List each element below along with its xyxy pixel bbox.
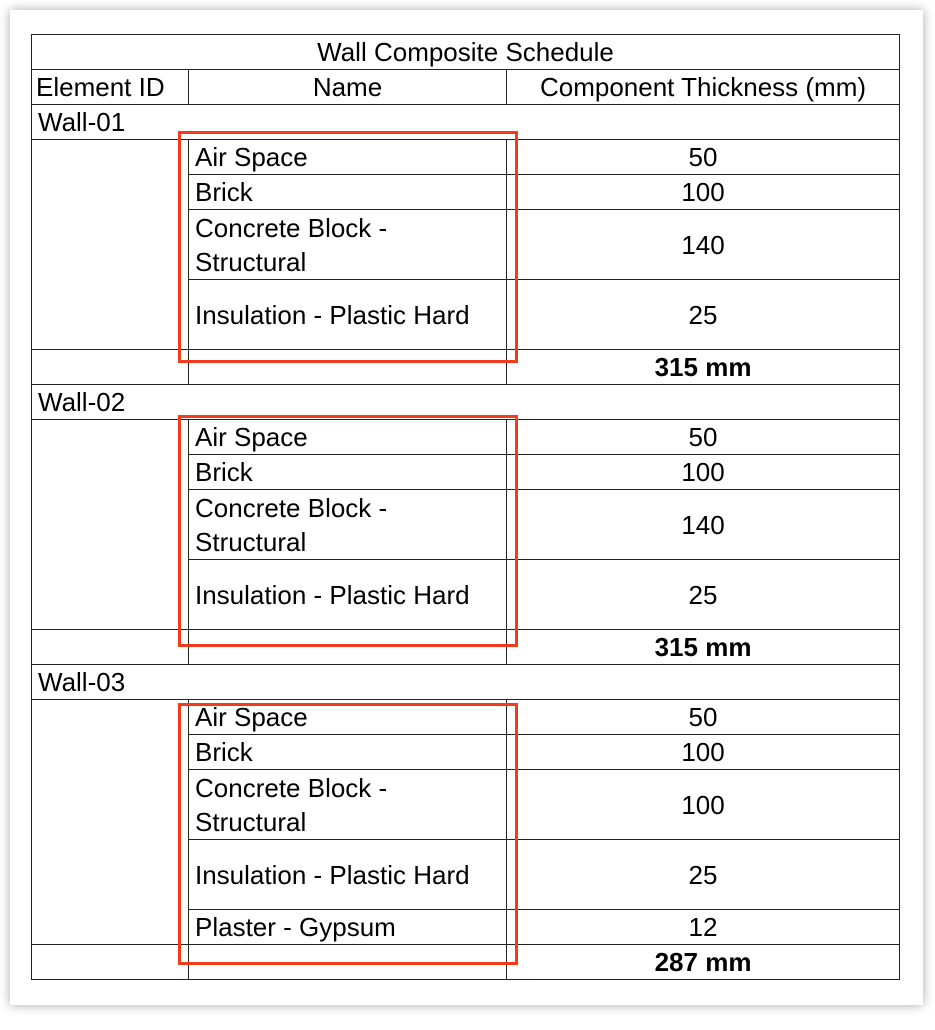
component-name: Insulation - Plastic Hard — [189, 280, 507, 350]
component-thickness: 25 — [507, 840, 900, 910]
component-name: Concrete Block - Structural — [189, 770, 507, 840]
table-row — [32, 700, 900, 735]
component-thickness: 100 — [507, 455, 900, 490]
empty-cell — [32, 350, 189, 385]
total-thickness: 287 mm — [507, 945, 900, 980]
component-thickness: 100 — [507, 735, 900, 770]
component-name: Air Space — [189, 140, 507, 175]
total-row — [32, 350, 900, 385]
empty-cell — [32, 700, 189, 945]
empty-cell — [189, 350, 507, 385]
empty-cell — [189, 630, 507, 665]
wall-id: Wall-01 — [32, 105, 900, 140]
component-thickness: 50 — [507, 700, 900, 735]
component-name: Concrete Block - Structural — [189, 210, 507, 280]
empty-cell — [32, 420, 189, 630]
table-row — [32, 140, 900, 175]
group-row-wall-01 — [32, 105, 900, 140]
component-name: Air Space — [189, 700, 507, 735]
component-thickness: 140 — [507, 490, 900, 560]
empty-cell — [32, 630, 189, 665]
component-thickness: 25 — [507, 560, 900, 630]
table-row — [32, 420, 900, 455]
component-thickness: 12 — [507, 910, 900, 945]
total-row — [32, 630, 900, 665]
wall-composite-schedule-table — [31, 34, 900, 980]
component-name: Brick — [189, 175, 507, 210]
schedule-title: Wall Composite Schedule — [32, 35, 900, 70]
header-element-id: Element ID — [32, 70, 189, 105]
component-name: Insulation - Plastic Hard — [189, 560, 507, 630]
title-row — [32, 35, 900, 70]
component-name: Plaster - Gypsum — [189, 910, 507, 945]
group-row-wall-03 — [32, 665, 900, 700]
empty-cell — [32, 140, 189, 350]
component-thickness: 25 — [507, 280, 900, 350]
total-thickness: 315 mm — [507, 630, 900, 665]
empty-cell — [189, 945, 507, 980]
component-name: Concrete Block - Structural — [189, 490, 507, 560]
header-row — [32, 70, 900, 105]
total-thickness: 315 mm — [507, 350, 900, 385]
component-thickness: 100 — [507, 175, 900, 210]
component-name: Brick — [189, 455, 507, 490]
component-name: Insulation - Plastic Hard — [189, 840, 507, 910]
wall-id: Wall-03 — [32, 665, 900, 700]
component-thickness: 50 — [507, 140, 900, 175]
wall-id: Wall-02 — [32, 385, 900, 420]
component-thickness: 100 — [507, 770, 900, 840]
component-name: Air Space — [189, 420, 507, 455]
empty-cell — [32, 945, 189, 980]
group-row-wall-02 — [32, 385, 900, 420]
component-thickness: 50 — [507, 420, 900, 455]
component-name: Brick — [189, 735, 507, 770]
total-row — [32, 945, 900, 980]
header-name: Name — [189, 70, 507, 105]
component-thickness: 140 — [507, 210, 900, 280]
header-thickness: Component Thickness (mm) — [507, 70, 900, 105]
